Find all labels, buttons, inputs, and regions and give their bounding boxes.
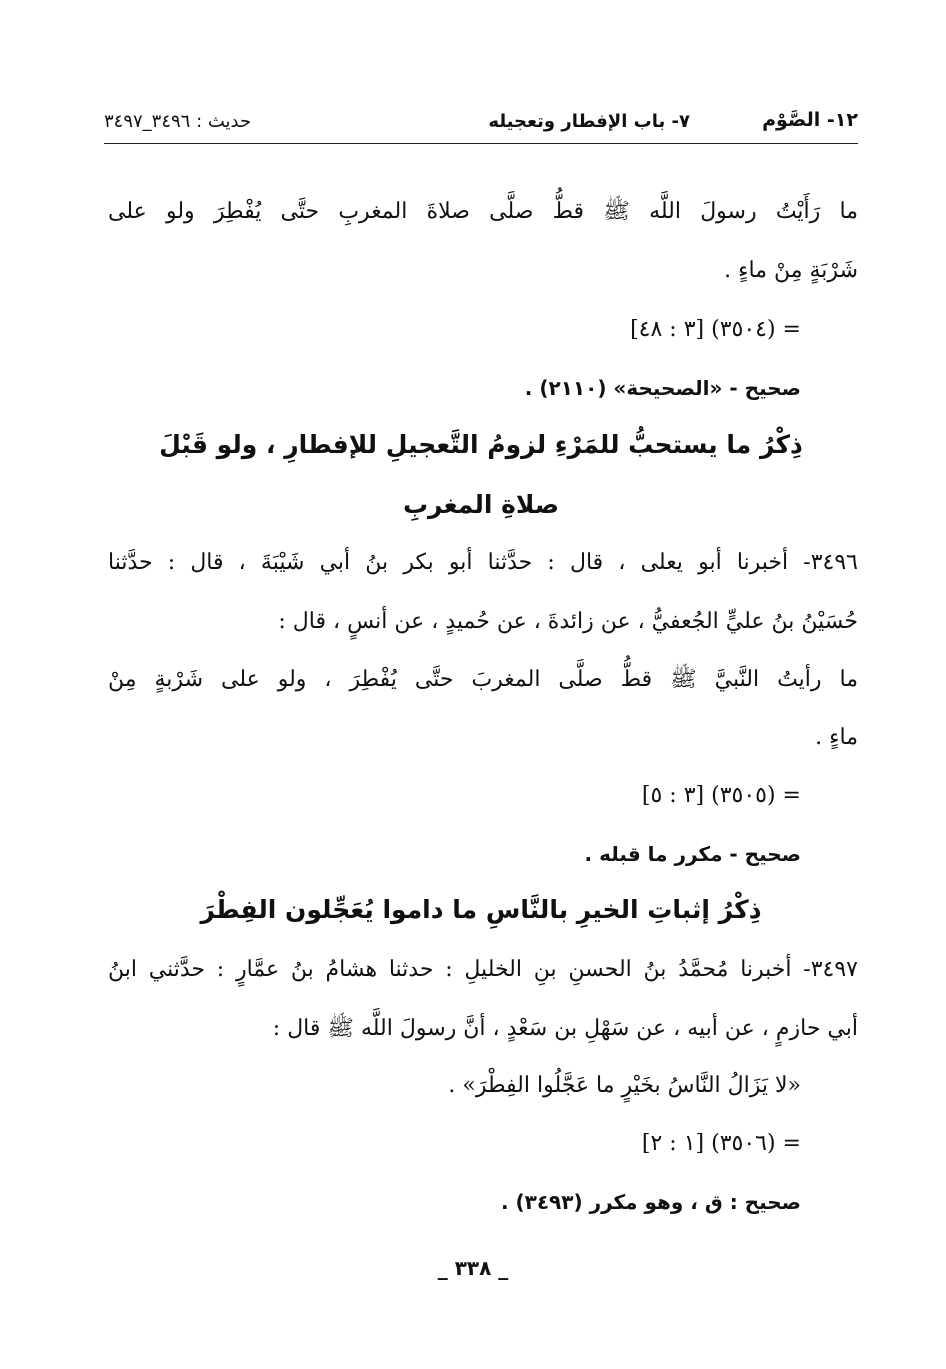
section-heading: ذِكْرُ إثباتِ الخيرِ بالنَّاسِ ما داموا يُعَجِّلون الفِطْرَ (200, 895, 762, 924)
reference-line: = (٣٥٠٥) [٣ : ٥] (641, 783, 801, 808)
matn-line: ماءٍ . (815, 725, 858, 750)
reference-line: = (٣٥٠٤) [٣ : ٤٨] (630, 317, 801, 342)
hadith-range: حديث : ٣٤٩٦_٣٤٩٧ (104, 111, 252, 132)
matn-line: ما رأيتُ النَّبيَّ ﷺ قطُّ صلَّى المغربَ حتَّى يُفْطِرَ ، ولو على شَرْبةٍ مِنْ (108, 667, 858, 692)
matn-line: ما رَأَيْتُ رسولَ اللَّه ﷺ قطُّ صلَّى صلاةَ المغربِ حتَّى يُفْطِرَ ولو على (108, 199, 858, 224)
chapter-title: ١٢- الصَّوْم (762, 109, 858, 131)
section-heading: صلاةِ المغربِ (402, 490, 560, 519)
grade-line: صحيح : ق ، وهو مكرر (٣٤٩٣) . (500, 1190, 801, 1214)
isnad-line: ٣٤٩٧- أخبرنا مُحمَّدُ بنُ الحسنِ بنِ الخليلِ : حدثنا هشامُ بنُ عمَّارٍ : حدَّثني ابنُ (108, 957, 858, 982)
grade-line: صحيح - «الصحيحة» (٢١١٠) . (524, 376, 801, 400)
grade-line: صحيح - مكرر ما قبله . (584, 842, 801, 866)
matn-line: شَرْبَةٍ مِنْ ماءٍ . (724, 258, 858, 283)
isnad-line: حُسَيْنُ بنُ عليٍّ الجُعفيُّ ، عن زائدةَ ، عن حُميدٍ ، عن أنسٍ ، قال : (278, 609, 858, 634)
isnad-line: ٣٤٩٦- أخبرنا أبو يعلى ، قال : حدَّثنا أبو بكر بنُ أبي شَيْبَةَ ، قال : حدَّثنا (108, 550, 858, 575)
reference-line: = (٣٥٠٦) [١ : ٢] (641, 1131, 801, 1156)
page-number: _ ٣٣٨ _ (437, 1256, 509, 1280)
section-title: ٧- باب الإفطار وتعجيله (488, 111, 690, 132)
running-header (104, 103, 858, 144)
isnad-line: أبي حازمٍ ، عن أبيه ، عن سَهْلِ بن سَعْدٍ ، أنَّ رسولَ اللَّه ﷺ قال : (272, 1016, 858, 1041)
matn-line: «لا يَزَالُ النَّاسُ بخَيْرٍ ما عَجَّلُوا الفِطْرَ» . (448, 1073, 801, 1098)
section-heading: ذِكْرُ ما يستحبُّ للمَرْءِ لزومُ التَّعجيلِ للإفطارِ ، ولو قَبْلَ (159, 430, 803, 459)
